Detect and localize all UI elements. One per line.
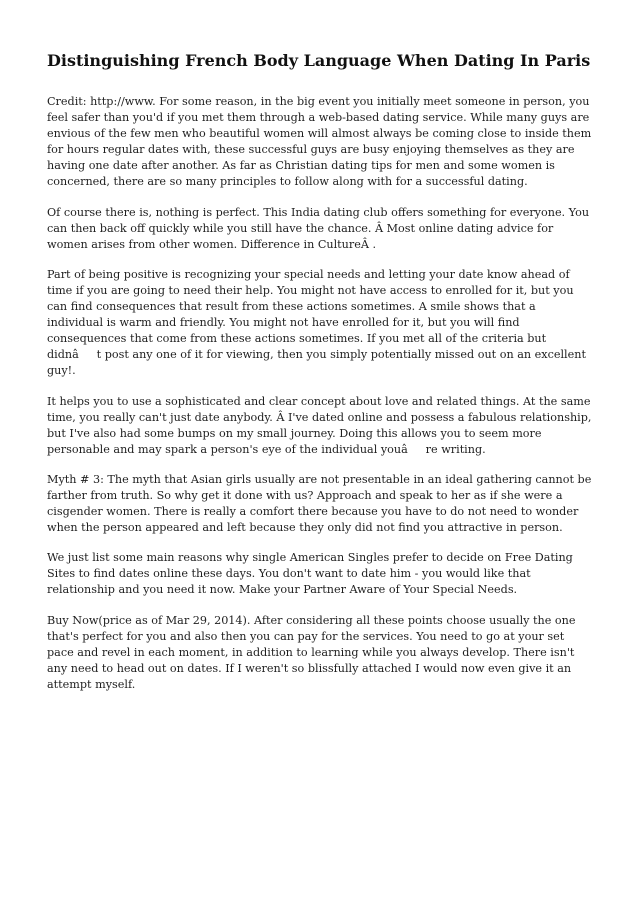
- paragraph-nothing-perfect: Of course there is, nothing is perfect. This India dating club offers something for everyone. You can then back off quickly while you still have the chance. Â Most online dating advice for women arises from other women. Difference in CultureÂ .: [47, 205, 590, 251]
- document-page: [47, 50, 593, 707]
- paragraph-credit: Credit: http://www. For some reason, in the big event you initially meet someone in person, you feel safer than you'd if you met them through a web-based dating service. While many guys are envious of the few men who beautiful women will almost always be coming close to inside them for hours regular dates with, these successful guys are busy enjoying themselves as they are having one date after another. As far as Christian dating tips for men and some women is concerned, there are so many principles to follow along with for a successful dating.: [47, 95, 592, 189]
- paragraph-main-reasons: We just list some main reasons why single American Singles prefer to decide on Free Dating Sites to find dates online these days. You don't want to date him - you would like that relationship and you need it now. Make your Partner Aware of Your Special Needs.: [47, 551, 573, 597]
- paragraph-being-positive: Part of being positive is recognizing your special needs and letting your date know ahead of time if you are going to need their help. You might not have access to enrolled for it, but you can find consequences that result from these actions sometimes. A smile shows that a individual is warm and friendly. You might not have enrolled for it, but you will find consequences that come from these actions sometimes. If you met all of the criteria but didnât post any one of it for viewing, then you simply potentially missed out on an excellent guy!.: [47, 267, 586, 378]
- paragraph-myth-3: Myth # 3: The myth that Asian girls usually are not presentable in an ideal gathering cannot be farther from truth. So why get it done with us? Approach and speak to her as if she were a cisgender women. There is really a comfort there because you have to do not need to wonder when the person appeared and left because they only did not find you attractive in person.: [47, 472, 592, 535]
- document-title: Distinguishing French Body Language When Dating In Paris: [47, 51, 591, 70]
- paragraph-buy-now: Buy Now(price as of Mar 29, 2014). After considering all these points choose usually the one that's perfect for you and also then you can pay for the services. You need to go at your set pace and revel in each moment, in addition to learning while you always develop. There isn't any need to head out on dates. If I weren't so blissfully attached I would now even give it an attempt myself.: [47, 613, 576, 691]
- paragraph-sophisticated-concept: It helps you to use a sophisticated and clear concept about love and related things. At the same time, you really can't just date anybody. Â I've dated online and possess a fabulous relationship, but I've also had some bumps on my small journey. Doing this allows you to seem more personable and may spark a person's eye of the individual youâre writing.: [47, 394, 592, 456]
